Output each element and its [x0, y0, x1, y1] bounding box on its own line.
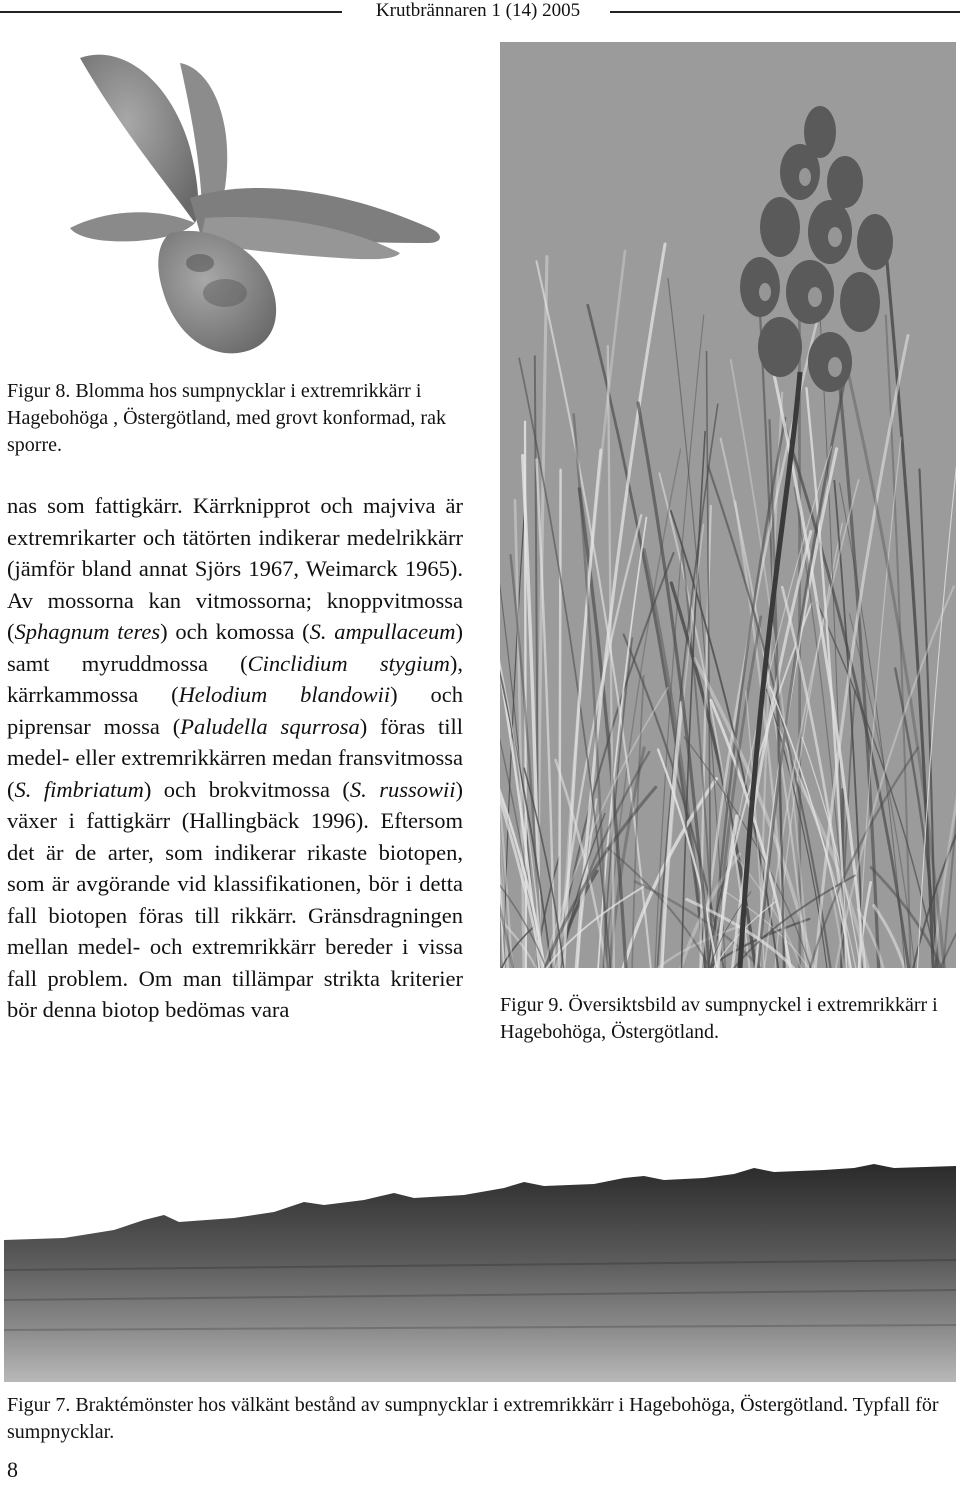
species-name: S. ampullaceum	[309, 619, 456, 644]
text-run: ) samt myruddmossa (	[7, 619, 463, 676]
species-name: Helodium blandowii	[178, 682, 391, 707]
figure9-orchid-photo	[500, 42, 956, 968]
text-run: ) föras till medel- eller extremrikkärren medan fransvitmossa (	[7, 713, 463, 802]
species-name: S. fimbriatum	[14, 776, 144, 802]
running-header	[0, 0, 960, 24]
species-name: S. russowii	[349, 776, 456, 802]
figure8-caption: Figur 8. Blomma hos sumpnycklar i extremrikkärr i Hagebohöga , Östergötland, med grovt konformad, rak sporre.	[7, 380, 446, 456]
species-name: Cinclidium stygium	[247, 650, 450, 676]
figure7-caption: Figur 7. Braktémönster hos välkänt bestånd av sumpnycklar i extremrikkärr i Hagebohöga, Östergötland. Typfall för sumpnycklar.	[7, 1394, 939, 1443]
text-run: ), kärrkammossa (	[7, 650, 464, 707]
body-paragraph	[7, 490, 463, 1026]
species-name: Sphagnum teres	[14, 619, 161, 644]
species-name: Paludella squrrosa	[180, 713, 360, 739]
header-rule-left	[0, 11, 342, 13]
figure7-bract-pattern-image	[4, 1160, 956, 1382]
figure8-flower-image	[50, 38, 470, 368]
text-run: ) och komossa (	[160, 619, 310, 644]
figure9-caption: Figur 9. Översiktsbild av sumpnyckel i extremrikkärr i Hagebohöga, Östergötland.	[500, 994, 938, 1043]
page-number: 8	[7, 1457, 18, 1482]
journal-title: Krutbrännaren 1 (14) 2005	[375, 0, 581, 21]
text-run: nas som fattigkärr. Kärrknipprot och majviva är extremrikarter och tätörten indikerar medelrikkärr (jämför bland annat Sjörs 1967, Weimarck 1965). Av mossorna kan vitmossorna; knoppvitmossa (	[7, 493, 463, 644]
text-run: ) och brokvitmossa (	[143, 776, 350, 802]
text-run: ) och piprensar mossa (	[7, 682, 464, 739]
header-rule-right	[610, 11, 960, 13]
text-run: ) växer i fattigkärr (Hallingbäck 1996). Eftersom det är de arter, som indikerar rikaste biotopen, som är avgörande vid klassifikationen, bör i detta fall biotopen föras till rikkärr. Gränsdragningen mellan medel- och extremrikkärr bereder i vissa fall problem. Om man tillämpar strikta kriterier bör denna biotop bedömas vara	[7, 776, 464, 1022]
